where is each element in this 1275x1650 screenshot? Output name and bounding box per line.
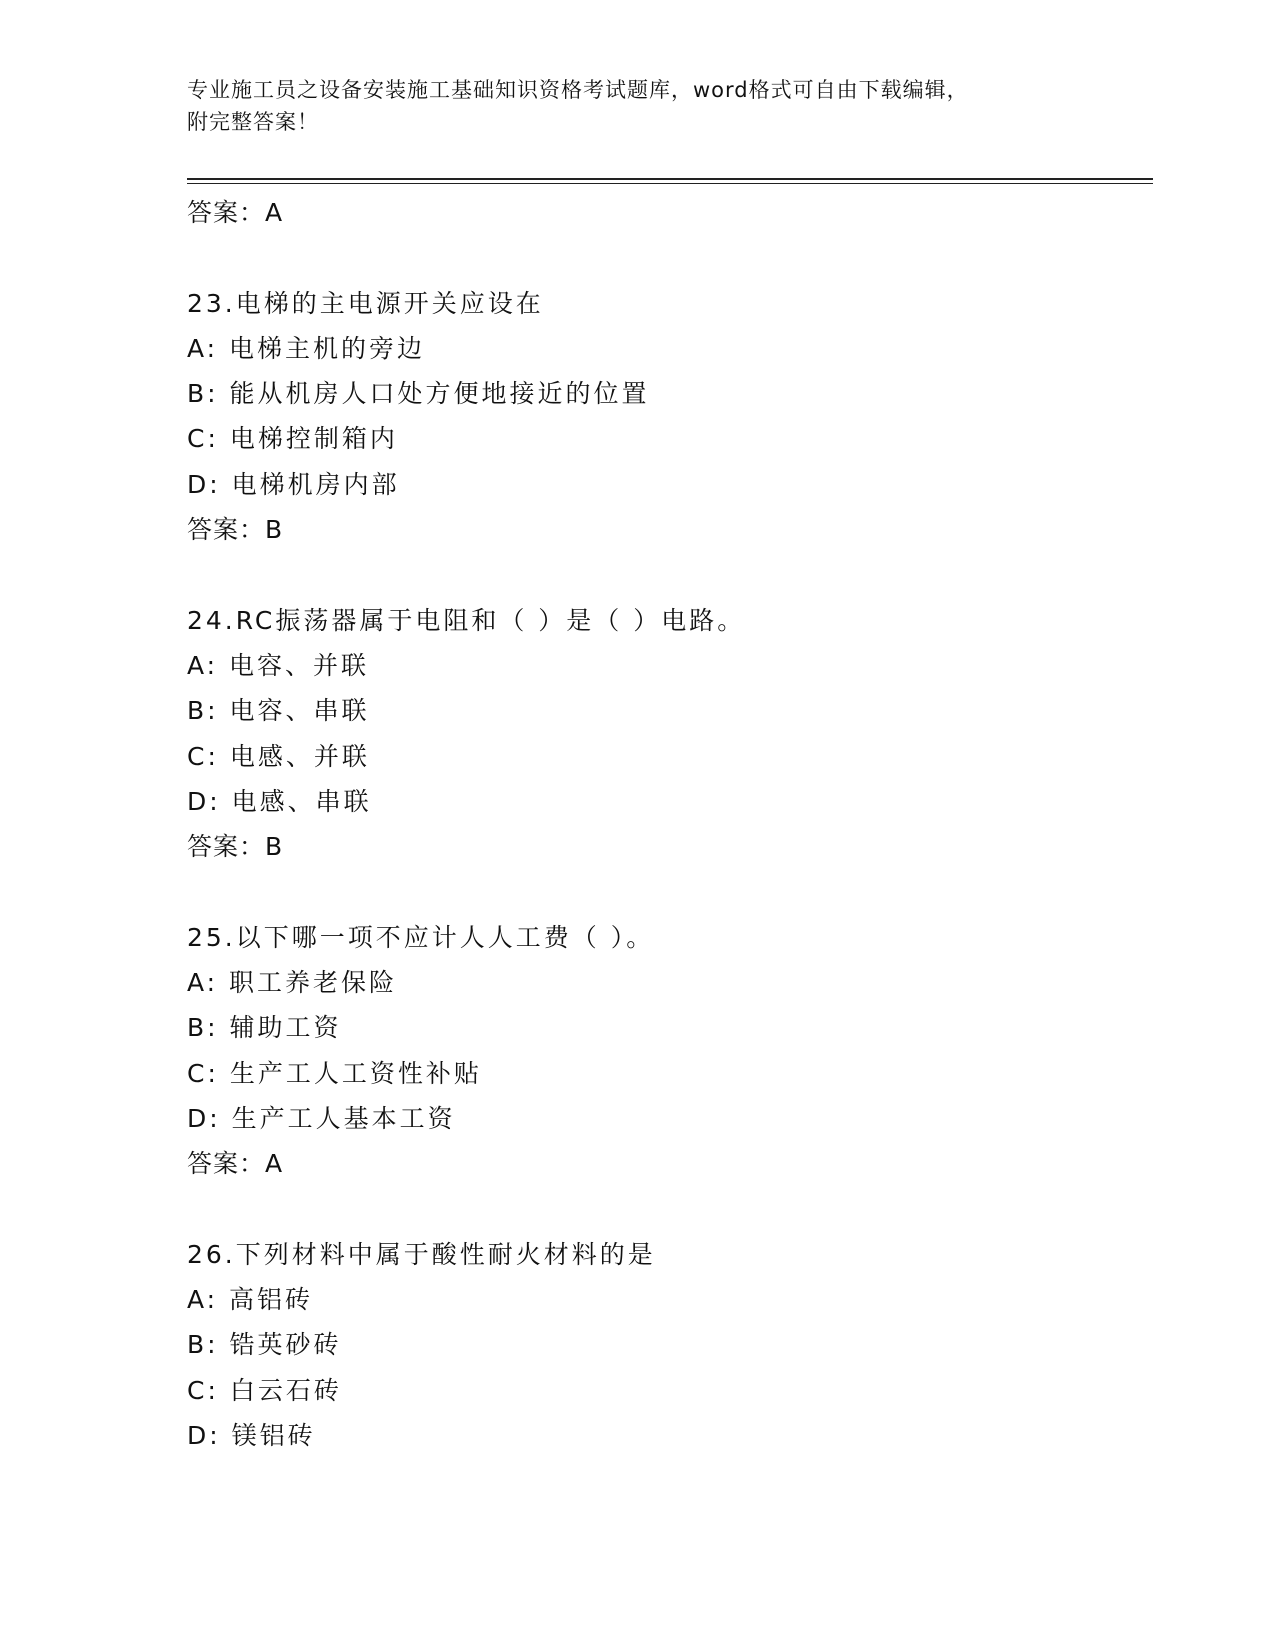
answer: 答案：B (187, 832, 284, 862)
option-c: C: 白云石砖 (187, 1375, 342, 1405)
answer-previous: 答案：A (187, 198, 284, 227)
header-line-2: 附完整答案！ (187, 110, 319, 134)
option-c: C: 电梯控制箱内 (187, 424, 398, 454)
question-stem: 25.以下哪一项不应计人人工费（ ）。 (187, 922, 655, 952)
option-a: A: 高铝砖 (187, 1285, 314, 1315)
spacer (187, 235, 1153, 280)
question-26 (187, 1232, 1153, 1458)
option-d: D: 电感、串联 (187, 786, 372, 816)
spacer (187, 1187, 1153, 1232)
option-c: C: 电感、并联 (187, 741, 370, 771)
answer: 答案：B (187, 515, 284, 545)
answer: 答案：A (187, 1149, 284, 1179)
question-list (187, 190, 1153, 1458)
spacer (187, 552, 1153, 597)
question-stem: 23.电梯的主电源开关应设在 (187, 288, 544, 318)
question-25 (187, 915, 1153, 1187)
header-line-1: 专业施工员之设备安装施工基础知识资格考试题库，word格式可自由下载编辑， (187, 78, 969, 102)
question-23 (187, 281, 1153, 553)
option-d: D: 镁铝砖 (187, 1421, 316, 1451)
option-b: B: 锆英砂砖 (187, 1330, 342, 1360)
option-c: C: 生产工人工资性补贴 (187, 1058, 482, 1088)
question-stem: 26.下列材料中属于酸性耐火材料的是 (187, 1239, 656, 1269)
option-d: D: 生产工人基本工资 (187, 1103, 456, 1133)
option-a: A: 电容、并联 (187, 650, 370, 680)
option-d: D: 电梯机房内部 (187, 469, 400, 499)
header-divider-thick (187, 178, 1153, 180)
option-b: B: 辅助工资 (187, 1013, 342, 1043)
option-a: A: 电梯主机的旁边 (187, 333, 426, 363)
option-b: B: 能从机房人口处方便地接近的位置 (187, 379, 650, 409)
document-header (187, 74, 1067, 138)
question-24 (187, 598, 1153, 870)
option-b: B: 电容、串联 (187, 696, 370, 726)
question-stem: 24.RC振荡器属于电阻和（ ）是（ ）电路。 (187, 605, 746, 635)
spacer (187, 869, 1153, 914)
option-a: A: 职工养老保险 (187, 968, 398, 998)
header-divider-thin (187, 183, 1153, 184)
